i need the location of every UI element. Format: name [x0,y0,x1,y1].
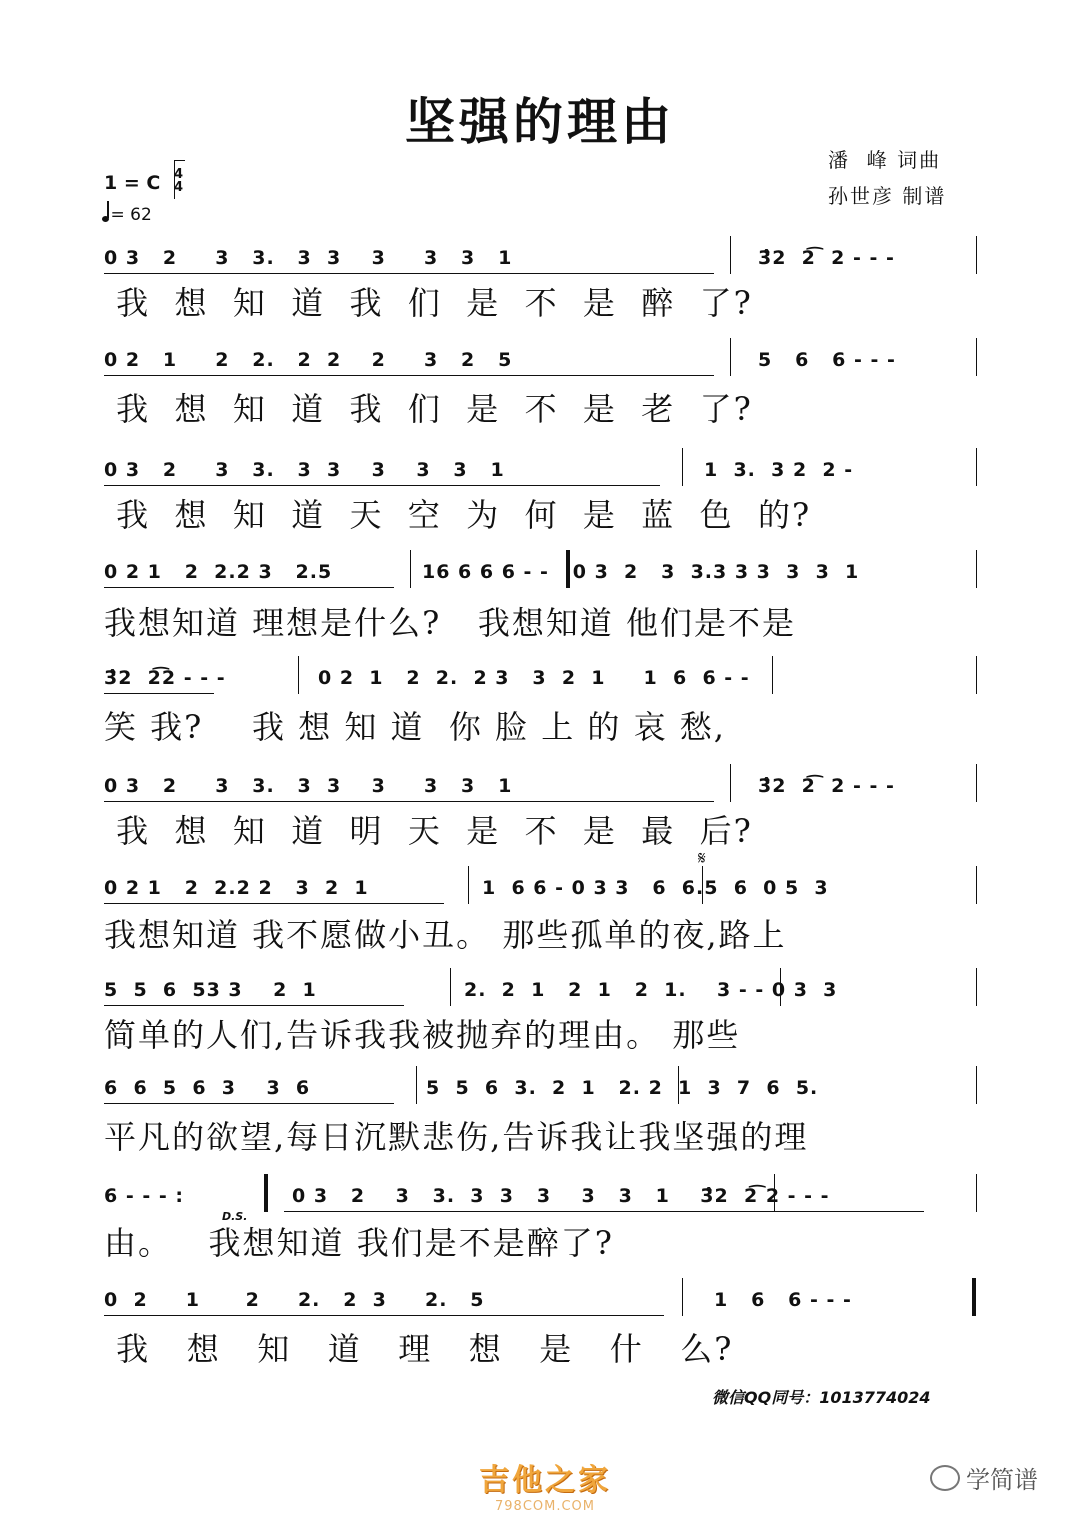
barline [772,656,773,694]
tempo-marking [102,203,152,225]
lyrics-line: 我 想 知 道 天 空 为 何 是 蓝 色 的? [104,496,812,534]
stamp-text: 学简谱 [966,1466,1038,1494]
lyrics-line: 我 想 知 道 我 们 是 不 是 老 了? [104,390,753,428]
logo-url: 798COM.COM [495,1499,595,1514]
notes-measure-group: 0 3 2 3 3. 3 3 3 3 3 1 [104,247,513,269]
wechat-bubble-icon [930,1465,960,1491]
key-signature [104,167,184,195]
lyrics-line: 笑 我? 我 想 知 道 你 脸 上 的 哀 愁, [104,708,726,746]
repeat-end-barline [264,1174,268,1212]
barline [976,1066,977,1104]
repeat-start-barline [566,550,570,588]
barline [774,1174,775,1212]
notes-measure-group: 0 2 1 2 2.2 3 2.5 [104,561,333,583]
lyrics-line: 我 想 知 道 我 们 是 不 是 醉 了? [104,284,753,322]
barline [450,968,451,1006]
wechat-contact: 微信QQ同号：1013774024 [712,1388,931,1407]
notes-measure-group: 3̂2 2͡ 2 - - - [758,247,895,269]
lyrics-line: 我 想 知 道 理 想 是 什 么? [104,1330,734,1368]
notes-measure-group: 0 3 2 3 3. 3 3 3 3 3 1 3̂2 2͡ 2 - - - [292,1185,830,1207]
notation-row [104,1286,978,1314]
barline [702,866,703,904]
barline [682,1278,683,1316]
notes-measure-group: 0 3 2 3 3. 3 3 3 3 3 1 [104,459,505,481]
logo-text: 吉他之家 [479,1463,611,1498]
barline [976,866,977,904]
barline [976,550,977,588]
lyrics-line: 由。 我想知道 我们是不是醉了? [104,1224,614,1262]
notation-row [104,772,978,800]
notation-row [104,558,978,586]
notes-measure-group: 5 5 6 53 3 2 1 [104,979,317,1001]
notation-row [104,848,978,902]
notation-row [104,1074,978,1102]
notation-row [104,456,978,484]
barline [730,338,731,376]
ds-marking: D.S. [222,1210,248,1223]
barline [976,968,977,1006]
notes-measure-group: 1 6 6 - - - [714,1289,852,1311]
song-title: 坚强的理由 [405,92,675,151]
barline [682,448,683,486]
notes-measure-group: 6 6 5 6 3 3 6 [104,1077,311,1099]
time-signature [174,168,183,194]
barline [730,236,731,274]
notes-measure-group: 0 2 1 2 2.2 2 3 2 1 [104,877,369,899]
barline [468,866,469,904]
watermark-stamp [930,1460,1038,1495]
composer-credit: 潘 峰 词曲 [828,148,942,172]
notes-measure-group: 6 - - - : [104,1185,184,1207]
lyrics-line: 我 想 知 道 明 天 是 不 是 最 后? [104,812,753,850]
notes-measure-group: 3̂2 2͡ 2 - - - [758,775,895,797]
lyrics-line: 平凡的欲望,每日沉默悲伤,告诉我让我坚强的理 [104,1118,809,1156]
notes-measure-group: 1 6 6 - 0 3 3 6 6.5 6 0 5 3 [482,877,829,899]
tempo-value: = 62 [110,205,152,225]
lyrics-line: 我想知道 理想是什么? 我想知道 他们是不是 [104,604,797,642]
barline [678,1066,679,1104]
barline [976,236,977,274]
notation-row [104,244,978,272]
barline [976,448,977,486]
time-top: 4 [174,167,184,182]
lyrics-line: 简单的人们,告诉我我被抛弃的理由。 那些 [104,1016,741,1054]
barline [976,656,977,694]
barline [298,656,299,694]
time-bottom: 4 [174,180,184,195]
notes-measure-group: 0 3 2 3 3. 3 3 3 3 3 1 [104,775,513,797]
barline [976,338,977,376]
barline [416,1066,417,1104]
credits [828,142,946,214]
notes-measure-group: 16 6 6 6 - - :0 3 2 3 3.3 3 3 3 3 1 [422,561,860,583]
notation-row [104,664,978,692]
notation-row [104,1182,978,1223]
notation-row [104,346,978,374]
notes-measure-group: 0 2 1 2 2. 2 3 3 2 1 1 6 6 - - [318,667,750,689]
site-logo [470,1455,620,1514]
barline [730,764,731,802]
lyrics-line: 我想知道 我不愿做小丑。 那些孤单的夜,路上 [104,916,787,954]
barline [780,968,781,1006]
notation-row [104,976,978,1004]
notes-measure-group: 2. 2 1 2 1 2 1. 3 - - 0 3 3 [464,979,838,1001]
barline [976,1174,977,1212]
notes-measure-group: 5 6 6 - - - [758,349,896,371]
barline [976,764,977,802]
notes-measure-group: 3̂2 2͡2 - - - [104,667,226,689]
key-label: 1 = C [104,172,161,194]
notes-measure-group: 1 3. 3 2 2 - [704,459,854,481]
barline [410,550,411,588]
segno-icon: 𝄋 [698,848,706,869]
arranger-credit: 孙世彦 制谱 [828,184,947,208]
final-barline [972,1278,976,1316]
notes-measure-group: 0 2 1 2 2. 2 3 2. 5 [104,1289,485,1311]
notes-measure-group: 5 5 6 3. 2 1 2. 2 1 3 7 6 5. [426,1077,819,1099]
notes-measure-group: 0 2 1 2 2. 2 2 2 3 2 5 [104,349,513,371]
